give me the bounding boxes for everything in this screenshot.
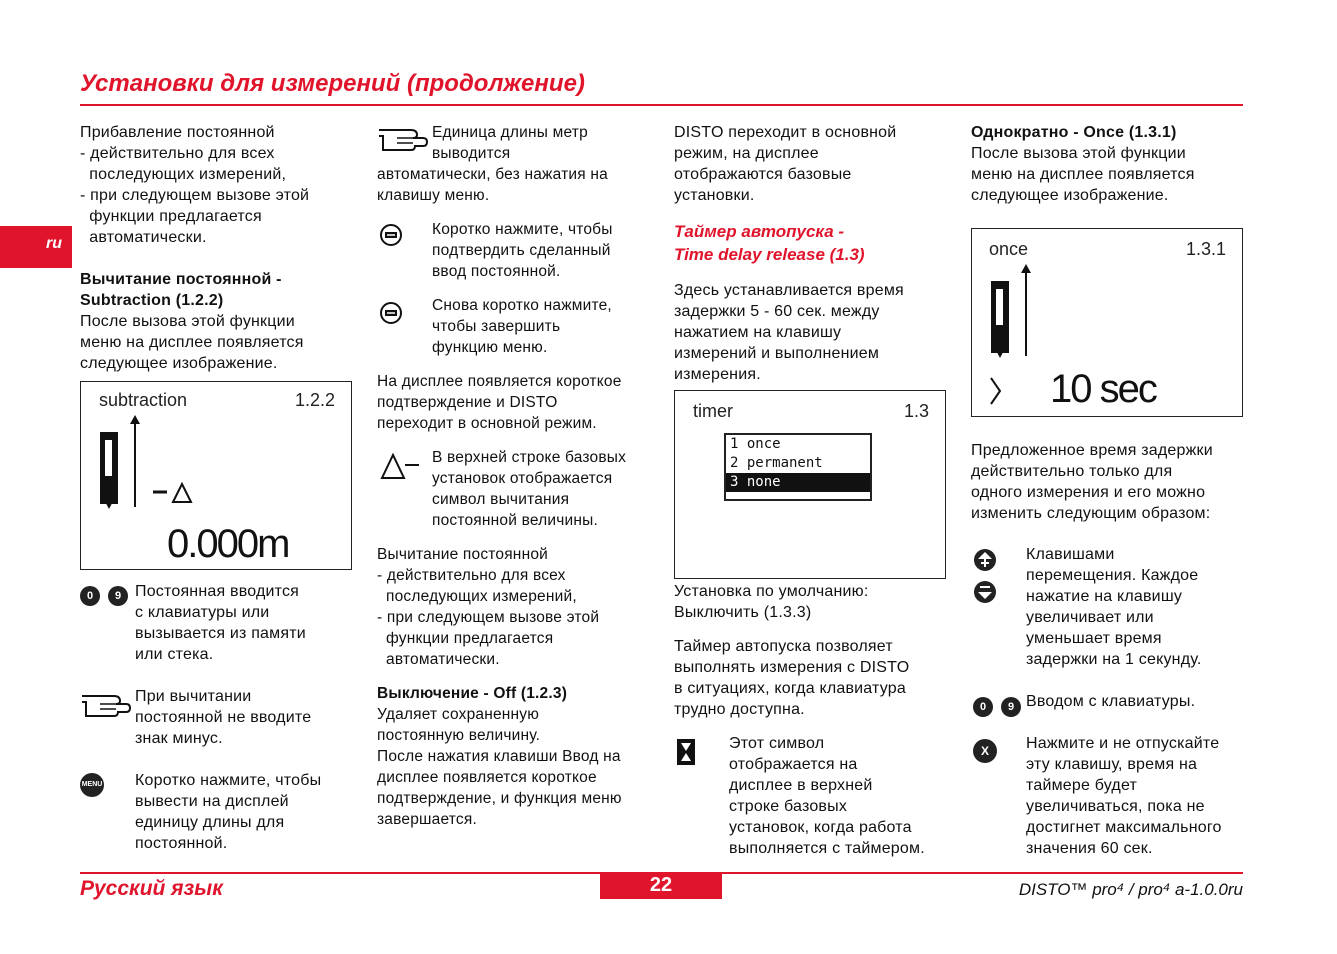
text-line: действительно только для	[971, 463, 1173, 480]
text-line: достигнет максимального	[1026, 819, 1222, 836]
menu-item-permanent[interactable]: 2 permanent	[730, 455, 823, 471]
text-line: выводится	[432, 145, 511, 162]
text-line: После вызова этой функции	[971, 145, 1186, 162]
text-line: Установка по умолчанию:	[674, 583, 869, 600]
col2-paragraph-2	[432, 219, 647, 282]
col3-paragraph-3	[674, 581, 944, 623]
text-line: последующих измерений,	[377, 588, 577, 605]
enter-key-icon	[379, 301, 403, 325]
text-line: увеличивает или	[1026, 609, 1154, 626]
text-line: подтвердить сделанный	[432, 242, 611, 259]
text-line: установок отображается	[432, 470, 613, 487]
col2-paragraph-6	[377, 544, 652, 670]
timer-menu-list	[724, 433, 872, 501]
text-line: Коротко нажмите, чтобы	[135, 772, 322, 789]
header-rule	[80, 104, 1243, 106]
text-line: После вызова этой функции	[80, 313, 295, 330]
col1-paragraph-5	[135, 770, 350, 854]
page-number: 22	[600, 872, 722, 899]
text-line: постоянной.	[135, 835, 228, 852]
text-line: последующих измерений,	[80, 166, 287, 183]
text-line: дисплее в верхней	[729, 777, 873, 794]
text-line: с клавиатуры или	[135, 604, 270, 621]
device-icon	[986, 261, 1046, 361]
text-line: выполнять измерения с DISTO	[674, 659, 910, 676]
display-value: 0.000m	[167, 522, 289, 566]
text-line: Таймер автопуска позволяет	[674, 638, 893, 655]
text-line: Таймер автопуска -	[674, 222, 845, 241]
text-line: - действительно для всех	[377, 567, 566, 584]
arrow-down-minus-icon	[973, 580, 997, 604]
text-line: функции предлагается	[80, 208, 262, 225]
col4-paragraph-5	[1026, 733, 1246, 859]
text-line: нажатием на клавишу	[674, 324, 842, 341]
col4-heading-once: Однократно - Once (1.3.1)	[971, 124, 1177, 141]
key-9-icon: 9	[1001, 697, 1021, 717]
text-line: Вычитание постоянной	[377, 546, 549, 563]
text-line: - действительно для всех	[80, 145, 275, 162]
text-line: Этот символ	[729, 735, 825, 752]
col4-paragraph-2	[971, 440, 1251, 524]
text-line: DISTO переходит в основной	[674, 124, 897, 141]
text-line: ввод постоянной.	[432, 263, 561, 280]
col2-paragraph-4	[377, 371, 652, 434]
text-line: Subtraction (1.2.2)	[80, 292, 224, 309]
text-line: завершается.	[377, 811, 477, 828]
text-line: подтверждение, и функция меню	[377, 790, 622, 807]
col3-heading-timer	[674, 220, 944, 266]
key-0-icon: 0	[973, 697, 993, 717]
text-line: вызывается из памяти	[135, 625, 306, 642]
text-line: переходит в основной режим.	[377, 415, 597, 432]
col1-heading-subtraction	[80, 269, 350, 311]
col4-paragraph-1	[971, 143, 1241, 206]
key-0-icon: 0	[80, 586, 100, 606]
col1-paragraph-3	[135, 581, 350, 665]
text-line: символ вычитания	[432, 491, 570, 508]
text-line: - при следующем вызове этой	[377, 609, 600, 626]
text-line: Здесь устанавливается время	[674, 282, 904, 299]
col2-paragraph-1	[377, 122, 647, 206]
text-line: меню на дисплее появляется	[80, 334, 304, 351]
text-line: отображается на	[729, 756, 858, 773]
text-line: изменить следующим образом:	[971, 505, 1211, 522]
subtraction-symbol-icon	[379, 451, 421, 481]
text-line: задержки на 1 секунду.	[1026, 651, 1202, 668]
text-line: знак минус.	[135, 730, 223, 747]
text-line: измерения.	[674, 366, 761, 383]
text-line: трудно доступна.	[674, 701, 805, 718]
text-line: установки.	[674, 187, 755, 204]
col2-heading-off: Выключение - Off (1.2.3)	[377, 685, 568, 702]
chevron-right-icon	[988, 376, 1004, 406]
display-label: timer	[693, 401, 733, 421]
language-tab	[0, 226, 72, 268]
text-line: Вычитание постоянной -	[80, 271, 282, 288]
subtraction-display	[80, 381, 352, 570]
display-code: 1.3	[903, 401, 929, 421]
display-value: 10 sec	[1050, 367, 1156, 411]
text-line: Клавишами	[1026, 546, 1115, 563]
text-line: Постоянная вводится	[135, 583, 300, 600]
key-9-icon: 9	[108, 586, 128, 606]
text-line: На дисплее появляется короткое	[377, 373, 622, 390]
display-code: 1.2.2	[294, 390, 335, 410]
menu-item-none[interactable]: 3 none	[726, 473, 870, 492]
col3-paragraph-1	[674, 122, 944, 206]
text-line: одного измерения и его можно	[971, 484, 1206, 501]
text-line: - при следующем вызове этой	[80, 187, 310, 204]
text-line: чтобы завершить	[432, 318, 561, 335]
text-line: постоянной величины.	[432, 512, 599, 529]
text-line: автоматически, без нажатия на	[377, 166, 608, 183]
text-line: клавишу меню.	[377, 187, 490, 204]
timer-key-icon: X	[973, 739, 997, 763]
text-line: меню на дисплее появляется	[971, 166, 1195, 183]
text-line: автоматически.	[80, 229, 207, 246]
col2-paragraph-3	[432, 295, 647, 358]
text-line: следующее изображение.	[971, 187, 1169, 204]
page-title: Установки для измерений (продолжение)	[80, 70, 585, 97]
text-line: отображаются базовые	[674, 166, 852, 183]
text-line: дисплее появляется короткое	[377, 769, 597, 786]
text-line: задержки 5 - 60 сек. между	[674, 303, 880, 320]
col1-paragraph-2	[80, 311, 350, 374]
text-line: После нажатия клавиши Ввод на	[377, 748, 621, 765]
text-line: или стека.	[135, 646, 214, 663]
text-line: вывести на дисплей	[135, 793, 289, 810]
footer-language: Русский язык	[80, 877, 223, 900]
display-label: subtraction	[99, 390, 188, 410]
text-line: Выключить (1.3.3)	[674, 604, 812, 621]
text-line: таймере будет	[1026, 777, 1138, 794]
col1-paragraph-1	[80, 122, 350, 248]
text-line: Предложенное время задержки	[971, 442, 1213, 459]
hourglass-icon	[676, 738, 696, 766]
text-line: в ситуациях, когда клавиатура	[674, 680, 906, 697]
text-line: строке базовых	[729, 798, 848, 815]
text-line: подтверждение и DISTO	[377, 394, 558, 411]
text-line: постоянной не вводите	[135, 709, 312, 726]
col2-paragraph-5	[432, 447, 652, 531]
col3-paragraph-5	[729, 733, 949, 859]
col1-paragraph-4	[80, 686, 350, 749]
text-line: следующее изображение.	[80, 355, 278, 372]
text-line: Нажмите и не отпускайте	[1026, 735, 1220, 752]
menu-key-icon: MENU	[80, 773, 104, 797]
arrow-up-plus-icon	[973, 548, 997, 572]
footer-product: DISTO™ pro⁴ / pro⁴ a-1.0.0ru	[1018, 880, 1243, 899]
text-line: автоматически.	[377, 651, 500, 668]
text-line: функции предлагается	[377, 630, 554, 647]
text-line: перемещения. Каждое	[1026, 567, 1199, 584]
once-display	[971, 228, 1243, 417]
text-line: Удаляет сохраненную	[377, 706, 540, 723]
menu-item-once[interactable]: 1 once	[730, 436, 781, 452]
col2-paragraph-7	[377, 704, 652, 830]
subtraction-symbol-icon	[151, 480, 199, 506]
text-line: Time delay release (1.3)	[674, 245, 865, 264]
enter-key-icon	[379, 223, 403, 247]
display-label: once	[989, 239, 1029, 259]
device-icon	[95, 412, 155, 512]
col3-paragraph-4	[674, 636, 944, 720]
text-line: Снова коротко нажмите,	[432, 297, 612, 314]
col3-paragraph-2	[674, 280, 944, 385]
col4-paragraph-3	[1026, 544, 1246, 670]
display-code: 1.3.1	[1185, 239, 1226, 259]
text-line: При вычитании	[135, 688, 252, 705]
text-line: измерений и выполнением	[674, 345, 880, 362]
text-line: режим, на дисплее	[674, 145, 819, 162]
language-tab-label: ru	[46, 235, 62, 252]
text-line: Коротко нажмите, чтобы	[432, 221, 613, 238]
col4-paragraph-4: Вводом с клавиатуры.	[1026, 693, 1196, 710]
text-line: постоянную величину.	[377, 727, 541, 744]
text-line: функцию меню.	[432, 339, 548, 356]
text-line: выполняется с таймером.	[729, 840, 925, 857]
text-line: единицу длины для	[135, 814, 285, 831]
text-line: эту клавишу, время на	[1026, 756, 1198, 773]
text-line: Прибавление постоянной	[80, 124, 275, 141]
text-line: В верхней строке базовых	[432, 449, 627, 466]
text-line: уменьшает время	[1026, 630, 1162, 647]
text-line: увеличиваться, пока не	[1026, 798, 1205, 815]
text-line: значения 60 сек.	[1026, 840, 1153, 857]
text-line: установок, когда работа	[729, 819, 912, 836]
text-line: Единица длины метр	[432, 124, 588, 141]
text-line: нажатие на клавишу	[1026, 588, 1183, 605]
